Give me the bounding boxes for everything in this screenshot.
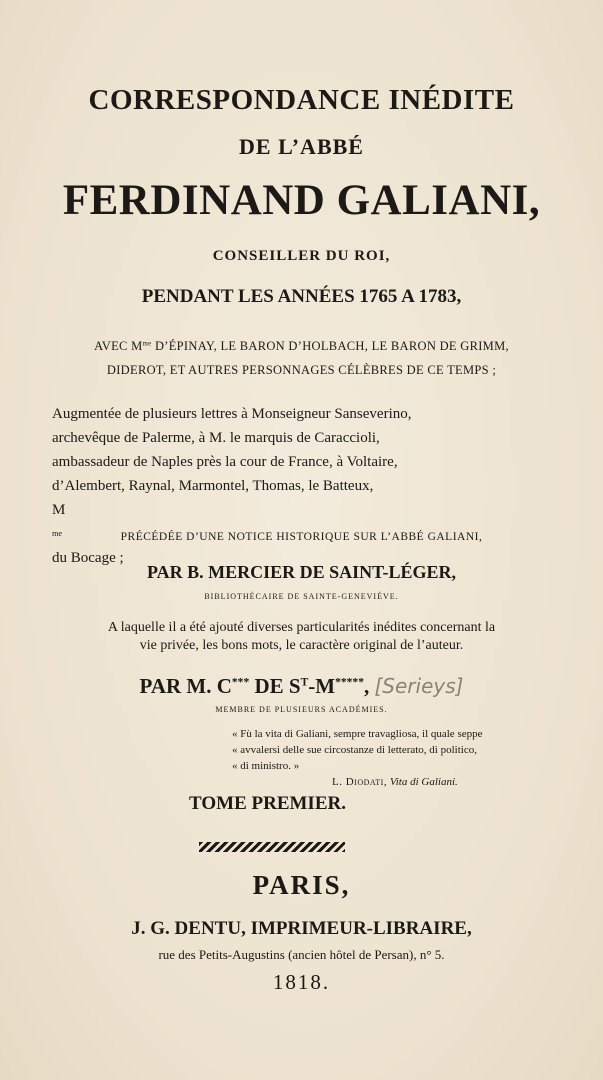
author2-sup-a: *** — [231, 676, 250, 689]
pencil-annotation: [Serieys] — [374, 674, 464, 698]
author2-sup-b: T — [300, 676, 309, 689]
augmentee-bocage: du Bocage ; — [52, 550, 124, 566]
epigraph-attribution — [232, 774, 532, 790]
imprint-city: PARIS, — [252, 870, 351, 900]
author2-name — [0, 674, 603, 699]
correspondents-sup: me — [142, 340, 152, 348]
epigraph-line-1: « Fù la vita di Galiani, sempre travagliosa, il quale seppe — [232, 728, 483, 740]
correspondents-line-2: DIDEROT, ET AUTRES PERSONNAGES CÉLÈBRES DE CE TEMPS ; — [106, 363, 497, 377]
author2-name-b: DE S — [249, 674, 301, 698]
author1-name: PAR B. MERCIER DE SAINT-LÉGER, — [146, 562, 457, 582]
author2-sup-c: ***** — [335, 676, 364, 689]
addition-line-1: A laquelle il a été ajouté diverses particularités inédites concernant la — [107, 620, 496, 635]
title-line-abbe: DE L’ABBÉ — [239, 134, 364, 159]
decorative-rule — [199, 842, 345, 852]
title-line-years: PENDANT LES ANNÉES 1765 A 1783, — [141, 286, 462, 307]
augmentee-mme: M — [52, 502, 66, 518]
volume-label: TOME PREMIER. — [189, 793, 346, 814]
imprint-address: rue des Petits-Augustins (ancien hôtel de Persan), n° 5. — [158, 947, 445, 962]
augmentee-line-1: Augmentée de plusieurs lettres à Monseigneur Sanseverino, — [52, 406, 412, 422]
author2-name-a: PAR M. C — [139, 674, 232, 698]
addition-line-2: vie privée, les bons mots, le caractère original de l’auteur. — [139, 638, 464, 653]
augmentee-paragraph — [52, 402, 518, 570]
epigraph-line-3: « di ministro. » — [232, 760, 300, 772]
augmentee-line-2: archevêque de Palerme, à M. le marquis de Caraccioli, — [52, 430, 380, 446]
imprint-year: 1818. — [272, 970, 331, 994]
epigraph — [232, 726, 532, 790]
augmentee-line-4: d’Alembert, Raynal, Marmontel, Thomas, le Batteux, — [52, 478, 374, 494]
author1-role: BIBLIOTHÉCAIRE DE SAINTE-GENEVIÈVE. — [204, 592, 399, 601]
title-line-name: FERDINAND GALIANI, — [62, 177, 541, 224]
author2-role: MEMBRE DE PLUSIEURS ACADÉMIES. — [215, 705, 388, 714]
correspondents-post: D’ÉPINAY, LE BARON D’HOLBACH, LE BARON DE GRIMM, — [151, 339, 509, 353]
augmentee-mme-sup: me — [52, 529, 63, 538]
notice-line: PRÉCÉDÉE D’UNE NOTICE HISTORIQUE SUR L’ABBÉ GALIANI, — [120, 531, 483, 543]
epigraph-line-2: « avvalersi delle sue circostanze di letterato, di politico, — [232, 744, 477, 756]
epigraph-author: L. Diodati, — [332, 776, 388, 788]
author2-name-c: -M — [308, 674, 336, 698]
correspondents-pre: AVEC M — [94, 339, 143, 353]
author2-name-d: , — [363, 674, 370, 698]
augmentee-line-3: ambassadeur de Naples près la cour de France, à Voltaire, — [52, 454, 398, 470]
correspondents-line-1 — [0, 339, 603, 354]
epigraph-work: Vita di Galiani. — [389, 776, 458, 788]
imprint-printer: J. G. DENTU, IMPRIMEUR-LIBRAIRE, — [131, 918, 472, 939]
title-line-conseiller: CONSEILLER DU ROI, — [212, 248, 391, 264]
title-line-correspondance: CORRESPONDANCE INÉDITE — [88, 84, 515, 116]
